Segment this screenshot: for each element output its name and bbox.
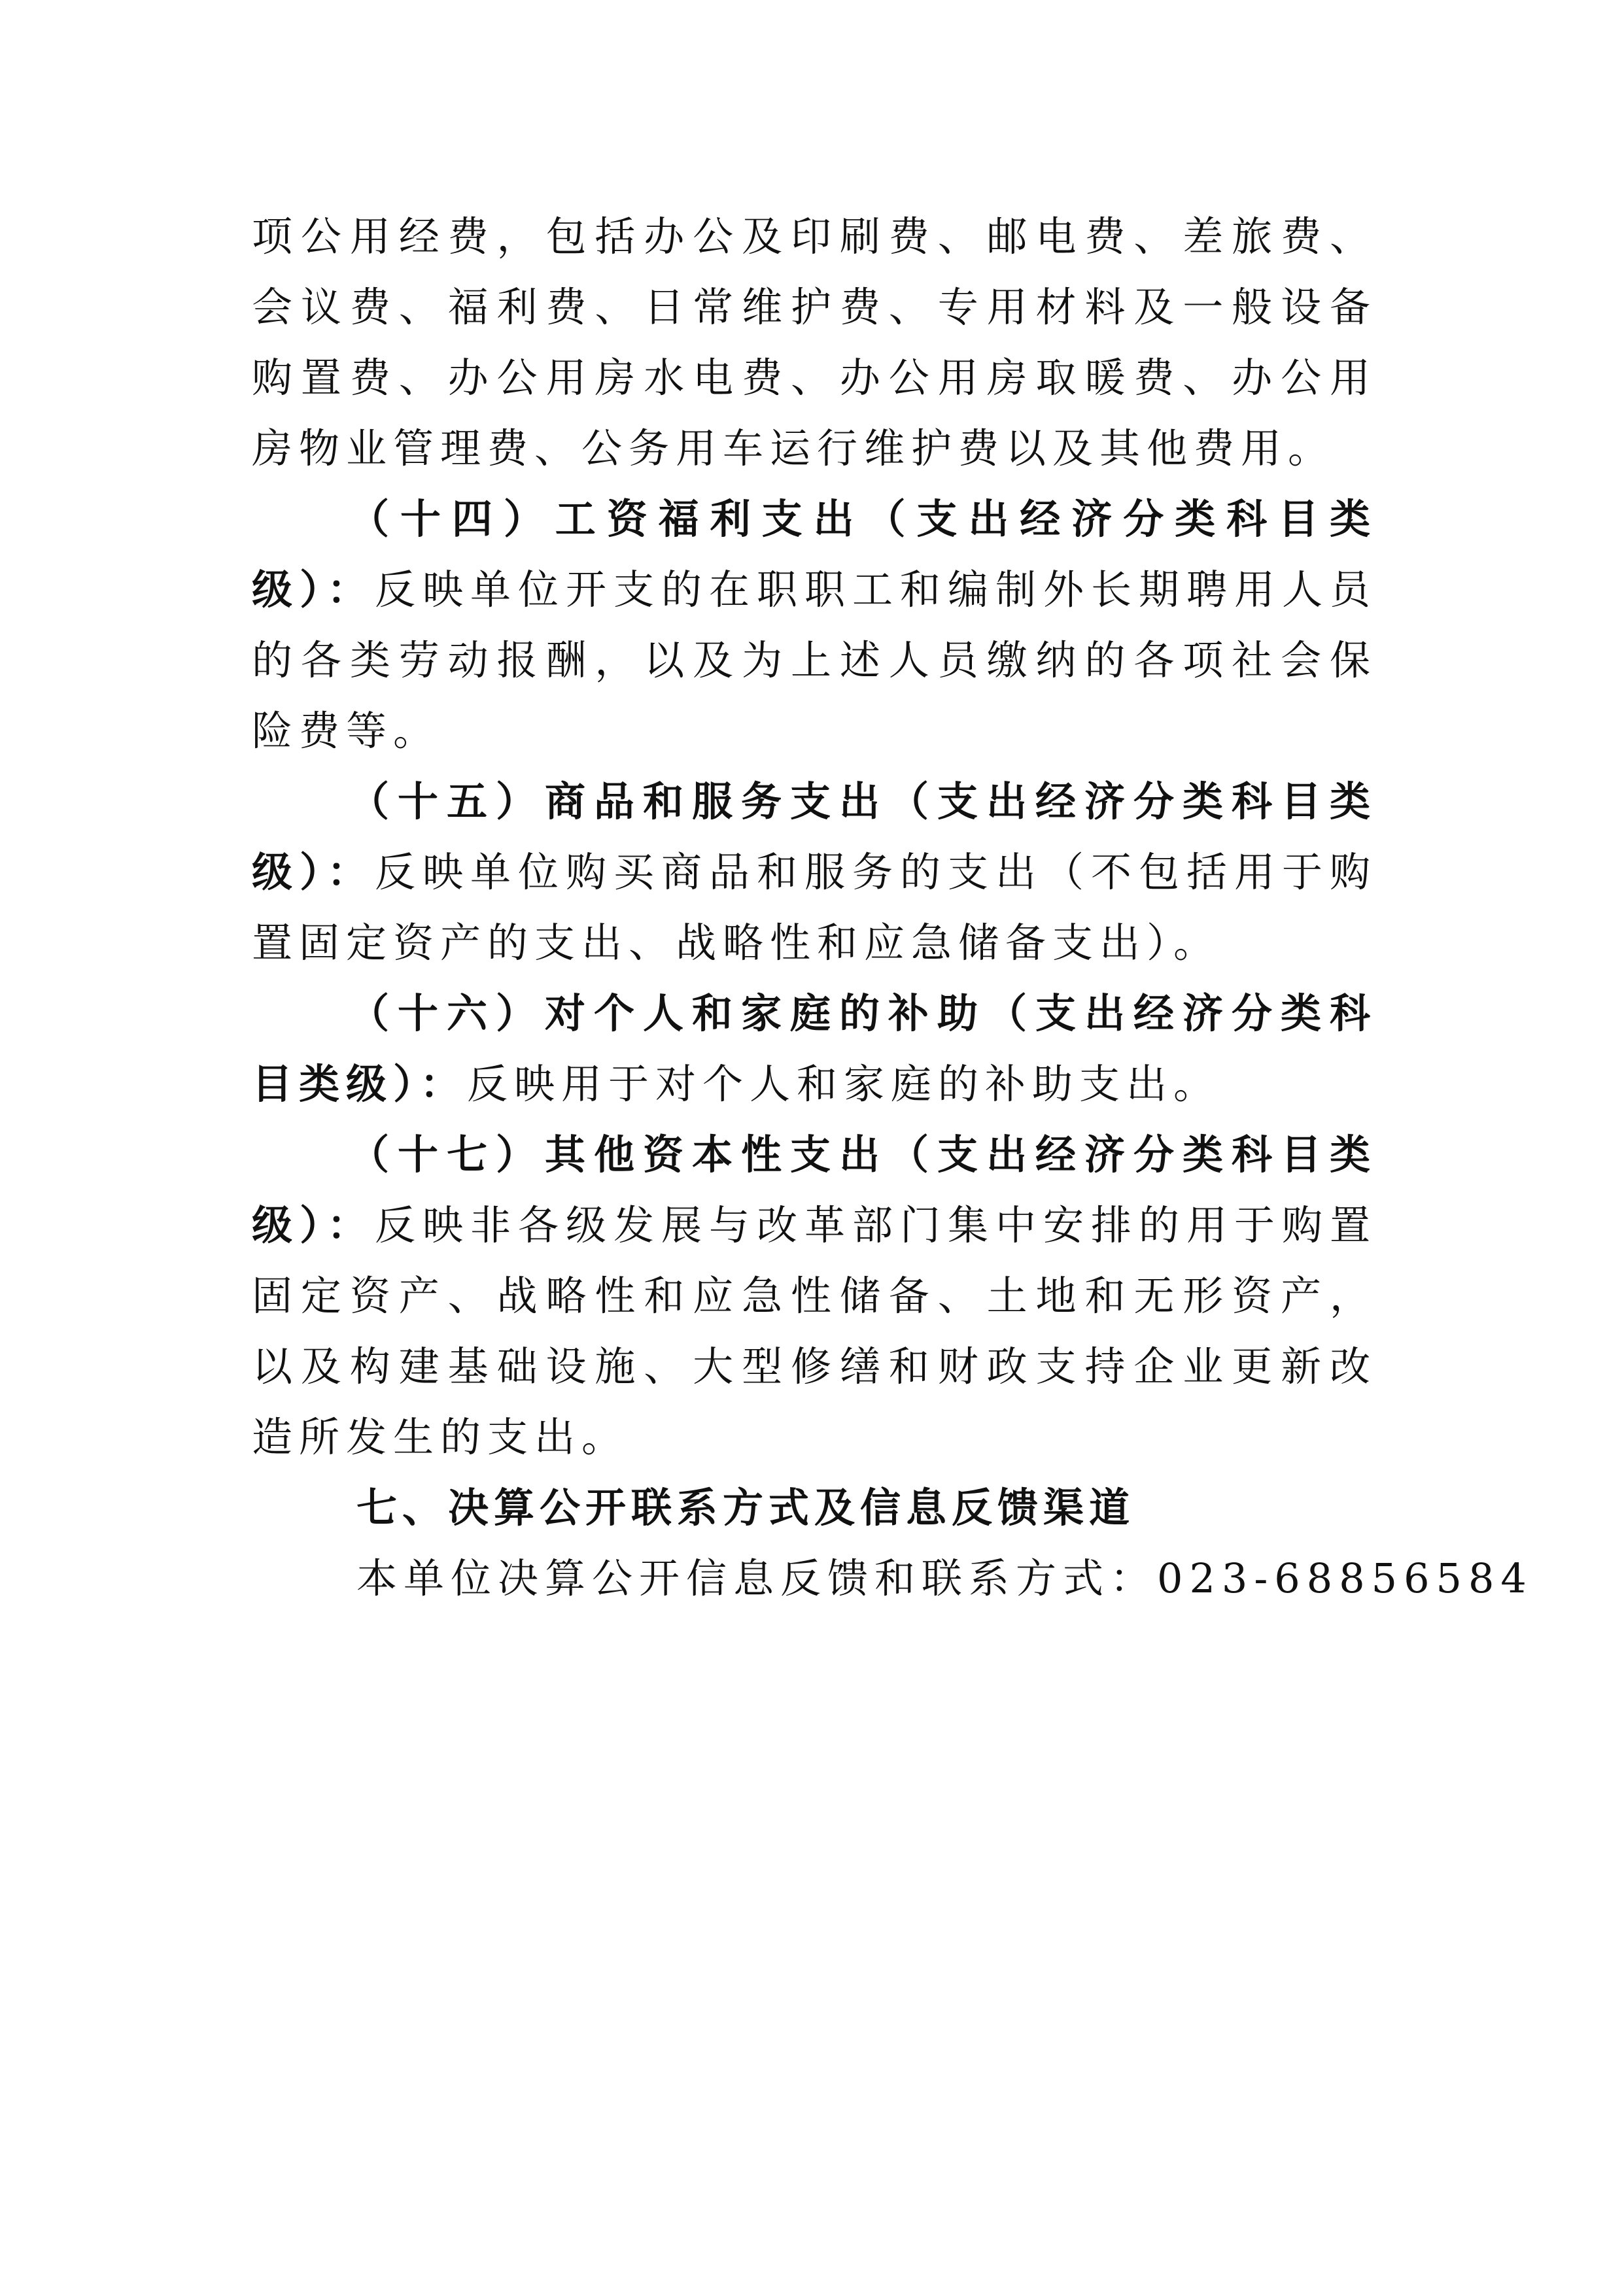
definition-term: （十五）商品和服务支出（支出经济分类科目类级）： [252,778,1377,896]
definition-term: （十六）对个人和家庭的补助（支出经济分类科目类级）： [252,989,1377,1108]
paragraph-text: 项公用经费，包括办公及印刷费、邮电费、差旅费、会议费、福利费、日常维护费、专用材料及一般设备购置费、办公用房水电费、办公用房取暖费、办公用房物业管理费、公务用车运行维护费以及其他费用。 [252,213,1377,472]
paragraph-goods-services-expenditure [252,766,1377,978]
section-heading-contact: 七、决算公开联系方式及信息反馈渠道 [356,1484,1135,1532]
paragraph-public-expenses-continued [252,201,1377,484]
paragraph-other-capital-expenditure [252,1120,1377,1473]
paragraph-household-subsidy [252,978,1377,1120]
definition-term: （十七）其他资本性支出（支出经济分类科目类级）： [252,1131,1377,1249]
document-body [252,201,1533,1614]
definition-text: 反映非各级发展与改革部门集中安排的用于购置固定资产、战略性和应急性储备、土地和无形资产，以及构建基础设施、大型修缮和财政支持企业更新改造所发生的支出。 [252,1201,1377,1461]
definition-text: 反映单位开支的在职职工和编制外长期聘用人员的各类劳动报酬，以及为上述人员缴纳的各项社会保险费等。 [252,566,1377,755]
definition-text: 反映单位购买商品和服务的支出（不包括用于购置固定资产的支出、战略性和应急储备支出）。 [252,848,1377,967]
paragraph-salary-welfare-expenditure [252,484,1377,766]
definition-text: 反映用于对个人和家庭的补助支出。 [467,1060,1221,1108]
contact-line [252,1543,1533,1614]
definition-term: （十四）工资福利支出（支出经济分类科目类级）： [252,495,1377,613]
contact-phone: 023-68856584 [1157,1554,1533,1602]
contact-label: 本单位决算公开信息反馈和联系方式： [356,1554,1158,1602]
